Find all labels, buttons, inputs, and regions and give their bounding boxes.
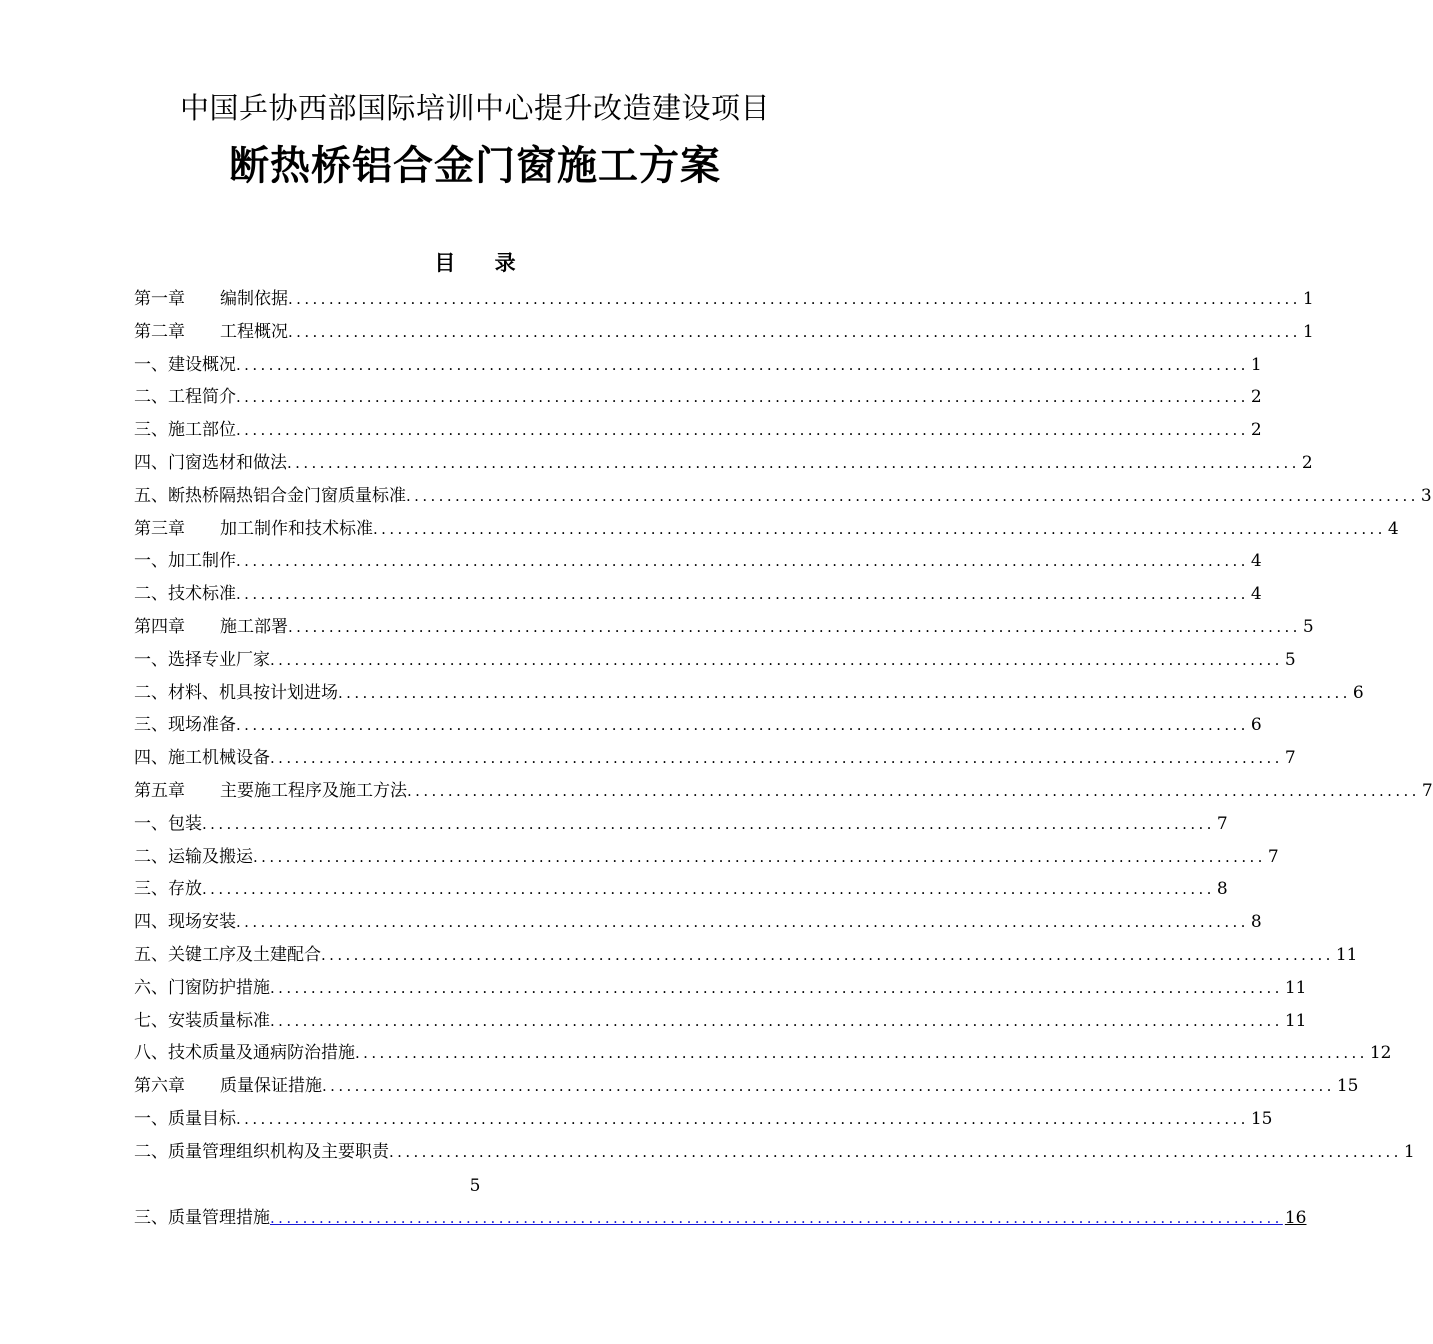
toc-entry-page: 6 [1250, 715, 1262, 736]
toc-entry[interactable] [134, 808, 1228, 841]
toc-chapter-number: 第二章 [134, 321, 185, 342]
toc-entry-label [134, 513, 373, 546]
toc-entry-page: 1 [1302, 289, 1314, 309]
toc-leader-dots: ............................................................................................................................ [236, 913, 1249, 932]
toc-chapter-number: 第三章 [134, 518, 185, 539]
toc-entry-page: 7 [1284, 748, 1296, 769]
toc-entry-label [134, 742, 270, 775]
toc-entry-page: 8 [1250, 912, 1262, 933]
toc-entry-page: 4 [1250, 584, 1262, 605]
toc-leader-dots: ............................................................................................................................ [236, 388, 1249, 407]
toc-entry-label [134, 611, 288, 644]
toc-leader-dots: ............................................................................................................................ [270, 978, 1283, 997]
toc-entry[interactable] [134, 1005, 1307, 1038]
toc-entry-page: 7 [1267, 846, 1279, 867]
toc-entry-label [134, 1037, 355, 1070]
toc-leader-dots: ............................................................................................................................ [236, 716, 1249, 735]
toc-entry-text: 一、包装 [134, 813, 202, 834]
toc-entry-text: 二、质量管理组织机构及主要职责 [134, 1141, 389, 1162]
toc-entry-page: 4 [1387, 518, 1399, 539]
toc-entry-label: 三、质量管理措施 [134, 1208, 270, 1228]
toc-entry[interactable] [134, 742, 1296, 775]
project-title: 中国乒协西部国际培训中心提升改造建设项目 [179, 91, 770, 125]
toc-entry-page: 7 [1421, 780, 1433, 801]
toc-entry-text: 四、现场安装 [134, 912, 236, 933]
toc-entry-text: 一、加工制作 [134, 551, 236, 572]
toc-leader-dots: ............................................................................................................................ [270, 749, 1283, 768]
toc-entry-page: 11 [1284, 977, 1307, 998]
toc-entry-text: 四、门窗选材和做法 [134, 452, 287, 473]
toc-entry[interactable] [134, 644, 1296, 677]
toc-chapter-number: 第五章 [134, 780, 185, 801]
toc-entry-label [134, 283, 288, 316]
toc-entry-text: 三、存放 [134, 879, 202, 900]
document-title: 断热桥铝合金门窗施工方案 [229, 142, 721, 189]
toc-entry-label [134, 349, 236, 382]
toc-entry-label [134, 677, 338, 710]
toc-entry[interactable] [134, 447, 1313, 480]
toc-entry[interactable] [134, 381, 1262, 414]
toc-entry[interactable] [134, 414, 1262, 447]
toc-chapter-number: 第四章 [134, 616, 185, 637]
toc-leader-dots: ............................................................................................................................ [236, 552, 1249, 571]
toc-entry-page: 12 [1369, 1043, 1392, 1064]
toc-entry[interactable] [134, 480, 1432, 513]
toc-entry-label [134, 316, 288, 349]
toc-leader-dots: ............................................................................................................................ [270, 1011, 1283, 1030]
toc-entry[interactable] [134, 283, 1314, 316]
toc-entry-label [134, 1070, 322, 1103]
toc-entry-text: 二、技术标准 [134, 584, 236, 605]
toc-leader-dots: ............................................................................................................................ [288, 290, 1301, 308]
toc-entry[interactable] [134, 677, 1364, 710]
toc-entry-text: 质量保证措施 [220, 1076, 322, 1097]
toc-entry-text: 一、建设概况 [134, 354, 236, 375]
toc-entry[interactable] [134, 709, 1262, 742]
toc-entry[interactable] [134, 349, 1262, 382]
toc-leader-dots: ............................................................................................................................ [253, 847, 1266, 866]
toc-entry-page: 1 [1302, 321, 1314, 342]
toc-entry-label [134, 775, 407, 808]
toc-leader-link[interactable]: ............................................................................................................................ [270, 1209, 1283, 1227]
toc-entry-text: 一、质量目标 [134, 1108, 236, 1129]
toc-entry-page: 1 [1250, 354, 1262, 375]
toc-leader-dots: ............................................................................................................................ [406, 486, 1419, 505]
toc-entry-page: 4 [1250, 551, 1262, 572]
toc-entry[interactable] [134, 1037, 1392, 1070]
toc-entry-page: 2 [1250, 387, 1262, 408]
toc-entry-label [134, 545, 236, 578]
toc-entry-page: 2 [1250, 420, 1262, 441]
toc-entry-page: 16 [1284, 1208, 1307, 1228]
toc-entry-text: 二、工程简介 [134, 387, 236, 408]
toc-leader-dots: ............................................................................................................................ [338, 683, 1351, 702]
toc-entry-page: 7 [1216, 813, 1228, 834]
toc-entry-text: 五、断热桥隔热铝合金门窗质量标准 [134, 485, 406, 506]
toc-entry-text: 二、运输及搬运 [134, 846, 253, 867]
toc-entry-label [134, 480, 406, 513]
toc-entry-text: 工程概况 [220, 321, 288, 342]
toc-entry-page: 5 [1302, 616, 1314, 637]
toc-leader-dots: ............................................................................................................................ [287, 453, 1300, 472]
toc-entry-label [134, 447, 287, 480]
toc-chapter-number: 第一章 [134, 289, 185, 309]
toc-entry[interactable] [134, 972, 1307, 1005]
toc-entry-page: 11 [1335, 944, 1358, 965]
toc-entry[interactable] [134, 873, 1228, 906]
toc-entry[interactable] [134, 316, 1314, 349]
toc-entry[interactable] [134, 775, 1433, 808]
toc-leader-dots: ............................................................................................................................ [355, 1044, 1368, 1063]
toc-entry[interactable] [134, 513, 1399, 546]
toc-entry-page: 3 [1420, 485, 1432, 506]
toc-leader-dots: ............................................................................................................................ [288, 617, 1301, 636]
toc-chapter-number: 第六章 [134, 1076, 185, 1097]
toc-entry-label [134, 873, 202, 906]
toc-entry-label [134, 644, 270, 677]
toc-leader-dots: ............................................................................................................................ [407, 781, 1420, 800]
toc-entry-text: 八、技术质量及通病防治措施 [134, 1043, 355, 1064]
toc-entry-page: 2 [1301, 452, 1313, 473]
toc-entry-label [134, 808, 202, 841]
toc-entry-text: 主要施工程序及施工方法 [220, 780, 407, 801]
toc-entry-page: 15 [1250, 1108, 1273, 1129]
toc-page-number-continuation: 5 [469, 1176, 481, 1196]
toc-entry[interactable] [134, 841, 1279, 874]
table-of-contents [134, 283, 1433, 1169]
toc-leader-dots: ............................................................................................................................ [270, 650, 1283, 669]
toc-entry-label [134, 709, 236, 742]
toc-entry-label [134, 578, 236, 611]
toc-entry-page: 11 [1284, 1010, 1307, 1031]
toc-entry[interactable] [134, 578, 1262, 611]
toc-entry-last[interactable] [134, 1202, 1307, 1235]
toc-leader-dots: ............................................................................................................................ [321, 945, 1334, 964]
toc-entry-text: 二、材料、机具按计划进场 [134, 682, 338, 703]
toc-entry[interactable] [134, 611, 1314, 644]
toc-entry-label [134, 1136, 389, 1169]
toc-entry-text: 三、施工部位 [134, 420, 236, 441]
toc-entry-text: 四、施工机械设备 [134, 748, 270, 769]
toc-entry-label [134, 939, 321, 972]
toc-entry-text: 加工制作和技术标准 [220, 518, 373, 539]
toc-entry-label [134, 906, 236, 939]
toc-entry-text: 编制依据 [220, 289, 288, 309]
toc-entry[interactable] [134, 545, 1262, 578]
toc-entry-page: 6 [1352, 682, 1364, 703]
toc-entry[interactable] [134, 906, 1262, 939]
toc-entry[interactable] [134, 1070, 1359, 1103]
toc-heading: 目 录 [434, 250, 532, 275]
toc-entry[interactable] [134, 1136, 1415, 1169]
toc-leader-dots: ............................................................................................................................ [389, 1142, 1402, 1161]
toc-entry-page: 8 [1216, 879, 1228, 900]
toc-entry-label [134, 841, 253, 874]
toc-leader-dots: ............................................................................................................................ [236, 355, 1249, 374]
toc-entry-text: 六、门窗防护措施 [134, 977, 270, 998]
toc-leader-dots: ............................................................................................................................ [373, 519, 1386, 538]
toc-entry[interactable] [134, 1103, 1273, 1136]
toc-leader-dots: ............................................................................................................................ [236, 1109, 1249, 1128]
toc-entry-label [134, 381, 236, 414]
toc-entry[interactable] [134, 939, 1358, 972]
toc-entry-label [134, 1005, 270, 1038]
toc-leader-dots: ............................................................................................................................ [322, 1077, 1335, 1096]
toc-entry-page: 1 [1403, 1141, 1415, 1162]
toc-entry-text: 一、选择专业厂家 [134, 649, 270, 670]
toc-entry-page: 5 [1284, 649, 1296, 670]
toc-entry-text: 五、关键工序及土建配合 [134, 944, 321, 965]
toc-entry-label [134, 1103, 236, 1136]
toc-leader-dots: ............................................................................................................................ [202, 880, 1215, 899]
toc-entry-text: 七、安装质量标准 [134, 1010, 270, 1031]
toc-entry-text: 施工部署 [220, 616, 288, 637]
toc-entry-label [134, 414, 236, 447]
toc-leader-dots: ............................................................................................................................ [202, 814, 1215, 833]
toc-entry-text: 三、现场准备 [134, 715, 236, 736]
toc-leader-dots: ............................................................................................................................ [236, 421, 1249, 440]
toc-entry-label [134, 972, 270, 1005]
toc-leader-dots: ............................................................................................................................ [236, 585, 1249, 604]
toc-entry-page: 15 [1336, 1076, 1359, 1097]
toc-leader-dots: ............................................................................................................................ [288, 322, 1301, 341]
